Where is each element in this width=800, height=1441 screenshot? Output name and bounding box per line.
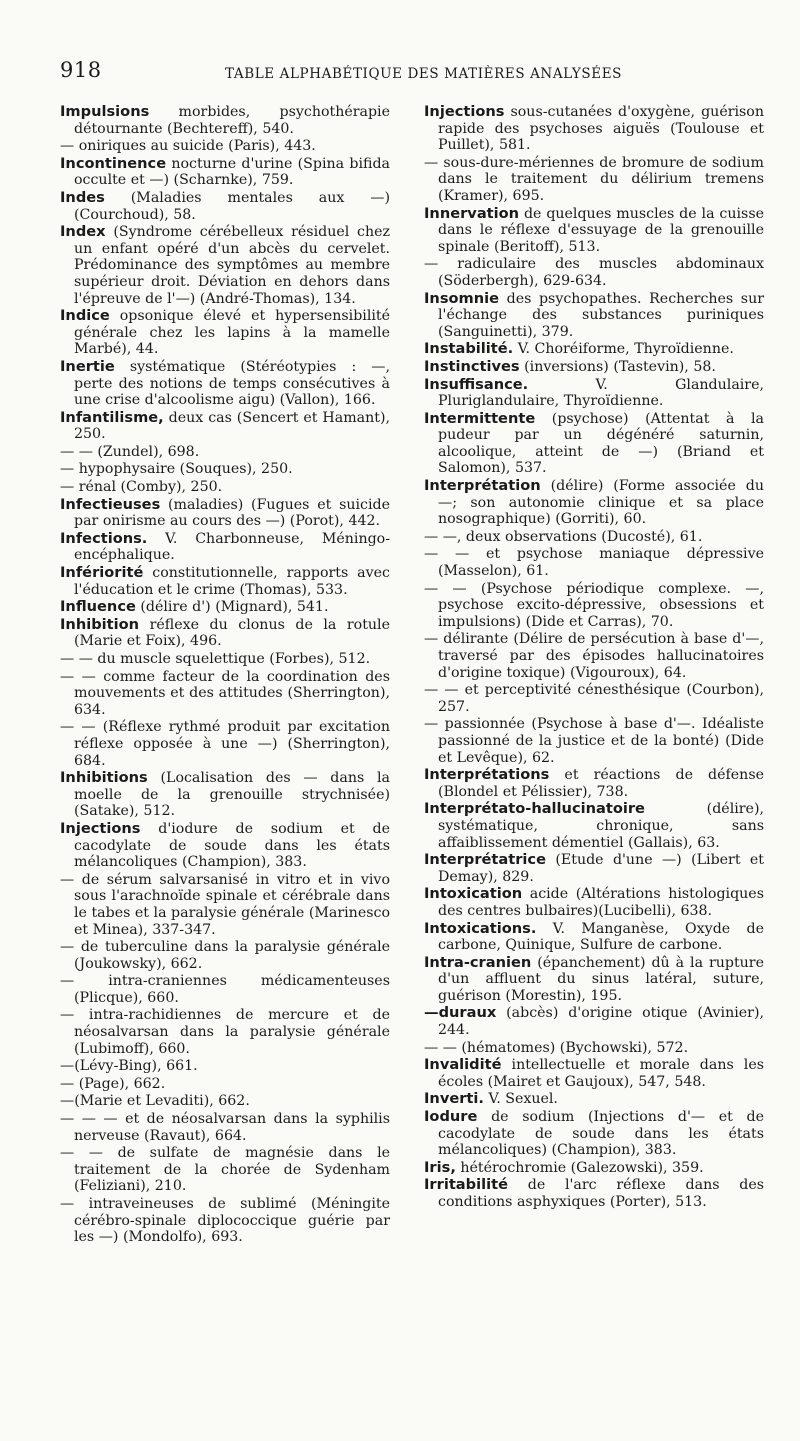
index-entry: [60, 1007, 390, 1057]
entry-text: — intra-rachidiennes de mercure et de néosalvarsan dans la paralysie générale (Lubimoff), 660.: [60, 1007, 390, 1057]
entry-headword: Index: [60, 223, 106, 241]
index-entry: [60, 104, 390, 137]
entry-headword: Interprétations: [424, 766, 550, 784]
index-entry: [60, 461, 390, 478]
index-entry: [424, 955, 764, 1005]
entry-text: — — (Réflexe rythmé produit par excitation réflexe opposée à une —) (Sherrington), 684.: [60, 719, 390, 769]
entry-text: (épanchement) dû à la rupture d'un affluent du sinus latéral, suture, guérison (Morestin), 195.: [438, 954, 764, 1004]
entry-text: de sodium (Injections d'— et de cacodylate de soude dans les états mélancoliques) (Champion), 383.: [438, 1109, 764, 1159]
index-entry: [424, 581, 764, 631]
entry-text: V. Glandulaire, Pluriglandulaire, Thyroïdienne.: [438, 376, 764, 410]
index-entry: [60, 719, 390, 769]
index-entry: [60, 821, 390, 871]
index-entry: [424, 631, 764, 681]
index-entry: [424, 767, 764, 800]
entry-headword: Impulsions: [60, 103, 150, 120]
entry-headword: Intermittente: [424, 409, 536, 427]
entry-headword: Instabilité.: [424, 340, 514, 358]
entry-text: (délire) (Forme associée du —; son autonomie clinique et sa place nosographique) (Gorriti), 60.: [438, 478, 764, 528]
entry-headword: Injections: [60, 819, 141, 837]
index-entry: [60, 410, 390, 443]
entry-headword: Interprétatrice: [424, 851, 546, 869]
index-entry: [60, 669, 390, 719]
index-entry: [60, 156, 390, 189]
entry-headword: Incontinence: [60, 154, 167, 172]
entry-text: — — (hématomes) (Bychowski), 572.: [424, 1039, 689, 1056]
index-entry: [424, 155, 764, 205]
entry-text: (Maladies mentales aux —) (Courchoud), 58.: [74, 189, 390, 223]
entry-headword: Inhibitions: [60, 769, 148, 787]
index-entry: [424, 1057, 764, 1090]
index-entry: [60, 138, 390, 155]
entry-text: —(Lévy-Bing), 661.: [60, 1058, 198, 1075]
index-entry: [60, 872, 390, 938]
entry-text: — de sérum salvarsanisé in vitro et in vivo sous l'arachnoïde spinale et cérébrale dans le tabes et la paralysie générale (Marinesco et Minea), 337-347.: [60, 871, 390, 938]
right-column: [424, 104, 764, 1212]
entry-headword: Insuffisance.: [424, 375, 529, 393]
left-column: [60, 104, 390, 1247]
index-entry: [424, 921, 764, 954]
entry-headword: Infectieuses: [60, 495, 161, 513]
index-entry: [424, 529, 764, 546]
entry-headword: Intoxications.: [424, 919, 537, 937]
entry-text: V. Choréiforme, Thyroïdienne.: [513, 341, 734, 358]
entry-text: (maladies) (Fugues et suicide par onirisme au cours des —) (Porot), 442.: [74, 496, 390, 530]
index-entry: [60, 565, 390, 598]
entry-text: V. Sexuel.: [483, 1091, 558, 1108]
index-entry: [424, 546, 764, 579]
page-number: 918: [60, 58, 102, 82]
index-entry: [424, 682, 764, 715]
entry-text: et réactions de défense (Blondel et Pélissier), 738.: [438, 767, 764, 800]
index-entry: [424, 1091, 764, 1108]
entry-headword: Intra-cranien: [424, 953, 532, 971]
entry-headword: —duraux: [424, 1004, 497, 1022]
entry-text: de l'arc réflexe dans des conditions asphyxiques (Porter), 513.: [438, 1177, 764, 1210]
index-entry: [60, 1058, 390, 1075]
index-entry: [424, 411, 764, 477]
entry-text: — intraveineuses de sublimé (Méningite cérébro-spinale diplococcique guérie par les —) (Mondolfo), 693.: [60, 1196, 390, 1246]
entry-text: systématique (Stéréotypies : —, perte des notions de temps consécutives à une crise d'alcoolisme aigu) (Vallon), 166.: [74, 358, 390, 409]
index-entry: [60, 479, 390, 496]
entry-headword: Indes: [60, 188, 105, 206]
index-entry: [424, 377, 764, 410]
index-entry: [60, 497, 390, 530]
entry-headword: Invalidité: [424, 1056, 502, 1074]
index-entry: [424, 291, 764, 341]
entry-headword: Innervation: [424, 204, 520, 222]
entry-headword: Influence: [60, 598, 136, 616]
entry-text: réflexe du clonus de la rotule (Marie et Foix), 496.: [74, 616, 390, 650]
index-entry: [60, 1093, 390, 1110]
entry-text: V. Charbonneuse, Méningo-encéphalique.: [74, 530, 390, 564]
index-entry: [424, 1005, 764, 1038]
entry-text: (inversions) (Tastevin), 58.: [519, 358, 716, 375]
index-entry: [424, 852, 764, 885]
entry-text: d'iodure de sodium et de cacodylate de soude dans les états mélancoliques (Champion), 383.: [74, 820, 390, 871]
entry-text: — sous-dure-mériennes de bromure de sodium dans le traitement du délirium tremens (Kramer), 695.: [424, 154, 764, 204]
entry-text: (psychose) (Attentat à la pudeur par un dégénéré saturnin, alcoolique, atteint de —) (Briand et Salomon), 537.: [438, 410, 764, 477]
index-entry: [424, 716, 764, 766]
index-entry: [60, 651, 390, 668]
index-entry: [60, 531, 390, 564]
entry-text: — — du muscle squelettique (Forbes), 512.: [60, 651, 371, 667]
entry-text: morbides, psychothérapie détournante (Bechtereff), 540.: [74, 104, 390, 137]
entry-text: — hypophysaire (Souques), 250.: [60, 461, 293, 478]
entry-text: de quelques muscles de la cuisse dans le réflexe d'essuyage de la grenouille spinale (Beritoff), 513.: [438, 205, 764, 255]
index-entry: [60, 973, 390, 1006]
entry-text: — —, deux observations (Ducosté), 61.: [424, 528, 703, 545]
index-entry: [60, 1196, 390, 1246]
entry-text: nocturne d'urine (Spina bifida occulte et —) (Scharnke), 759.: [74, 155, 390, 189]
index-entry: [424, 256, 764, 289]
index-entry: [60, 939, 390, 972]
entry-headword: Infantilisme,: [60, 408, 164, 426]
entry-text: — — (Psychose périodique complexe. —, psychose excito-dépressive, obsessions et impulsions) (Dide et Carras), 70.: [424, 580, 764, 630]
entry-headword: Irritabilité: [424, 1176, 508, 1194]
entry-headword: Indice: [60, 307, 110, 325]
running-title: TABLE ALPHABÉTIQUE DES MATIÈRES ANALYSÉES: [225, 66, 623, 82]
entry-headword: Inverti.: [424, 1090, 484, 1108]
entry-text: intellectuelle et morale dans les écoles (Mairet et Gaujoux), 547, 548.: [438, 1057, 764, 1090]
index-entry: [424, 1109, 764, 1159]
entry-text: — intra-craniennes médicamenteuses (Plicque), 660.: [60, 973, 390, 1006]
entry-headword: Inertie: [60, 357, 115, 375]
entry-headword: Interprétato-hallucinatoire: [424, 800, 645, 818]
entry-text: deux cas (Sencert et Hamant), 250.: [74, 409, 390, 443]
entry-text: — radiculaire des muscles abdominaux (Söderbergh), 629-634.: [424, 256, 764, 289]
entry-text: —(Marie et Levaditi), 662.: [60, 1093, 250, 1110]
entry-headword: Iodure: [424, 1108, 478, 1126]
entry-text: (Etude d'une —) (Libert et Demay), 829.: [438, 852, 764, 885]
entry-text: (délire), systématique, chronique, sans affaiblissement démentiel (Gallais), 63.: [438, 801, 764, 851]
entry-text: — passionnée (Psychose à base d'—. Idéaliste passionné de la justice et de la bonté) (Dide et Levêque), 62.: [424, 716, 764, 766]
entry-headword: Insomnie: [424, 289, 500, 307]
entry-text: — — comme facteur de la coordination des mouvements et des attitudes (Sherrington), 634.: [60, 668, 390, 718]
entry-headword: Inhibition: [60, 615, 140, 633]
entry-headword: Injections: [424, 103, 505, 120]
entry-text: — rénal (Comby), 250.: [60, 479, 223, 496]
entry-headword: Infections.: [60, 529, 148, 547]
entry-text: constitutionnelle, rapports avec l'éducation et le crime (Thomas), 533.: [74, 565, 390, 598]
index-entry: [60, 599, 390, 616]
index-entry: [60, 444, 390, 461]
index-entry: [60, 770, 390, 820]
index-entry: [424, 1177, 764, 1210]
entry-text: acide (Altérations histologiques des centres bulbaires)(Lucibelli), 638.: [438, 886, 764, 919]
index-entry: [424, 1040, 764, 1057]
index-entry: [60, 190, 390, 223]
entry-text: — oniriques au suicide (Paris), 443.: [60, 138, 316, 155]
entry-headword: Interprétation: [424, 477, 541, 495]
index-entry: [424, 359, 764, 376]
index-entry: [424, 801, 764, 851]
entry-text: — — de sulfate de magnésie dans le traitement de la chorée de Sydenham (Feliziani), 210.: [60, 1145, 390, 1195]
entry-text: — de tuberculine dans la paralysie générale (Joukowsky), 662.: [60, 939, 390, 972]
index-entry: [424, 886, 764, 919]
entry-text: (Localisation des — dans la moelle de la grenouille strychnisée) (Satake), 512.: [74, 770, 390, 820]
index-entry: [424, 478, 764, 528]
entry-text: — — et perceptivité cénesthésique (Courbon), 257.: [424, 682, 764, 715]
index-entry: [424, 1160, 764, 1177]
index-entry: [424, 104, 764, 154]
entry-text: sous-cutanées d'oxygène, guérison rapide des psychoses aiguës (Toulouse et Puillet), 581.: [438, 104, 764, 154]
entry-text: — — — et de néosalvarsan dans la syphilis nerveuse (Ravaut), 664.: [60, 1111, 390, 1144]
index-entry: [60, 1111, 390, 1144]
entry-headword: Infériorité: [60, 564, 144, 582]
entry-text: (délire d') (Mignard), 541.: [135, 599, 329, 616]
index-entry: [60, 1145, 390, 1195]
entry-text: — (Page), 662.: [60, 1075, 166, 1092]
entry-text: des psychopathes. Recherches sur l'échange des substances puriniques (Sanguinetti), 379.: [438, 290, 764, 340]
index-entry: [60, 224, 390, 307]
index-entry: [424, 341, 764, 358]
entry-headword: Iris,: [424, 1158, 456, 1176]
index-entry: [424, 206, 764, 256]
entry-headword: Instinctives: [424, 357, 520, 375]
index-entry: [60, 308, 390, 358]
entry-text: opsonique élevé et hypersensibilité générale chez les lapins à la mamelle Marbé), 44.: [74, 308, 390, 358]
entry-text: (Syndrome cérébelleux résiduel chez un enfant opéré d'un abcès du cervelet. Prédominance des symptômes au membre supérieur droit. Déviation en dehors dans l'épreuve de l'—) (André-Thomas), 134.: [74, 224, 390, 307]
entry-text: — délirante (Délire de persécution à base d'—, traversé par des épisodes hallucinatoires d'origine toxique) (Vigouroux), 64.: [424, 631, 764, 681]
index-entry: [60, 359, 390, 409]
index-entry: [60, 1076, 390, 1093]
page-header: [60, 58, 760, 88]
entry-text: (abcès) d'origine otique (Avinier), 244.: [438, 1005, 764, 1039]
entry-headword: Intoxication: [424, 885, 523, 903]
entry-text: hétérochromie (Galezowski), 359.: [455, 1159, 704, 1176]
entry-text: — — et psychose maniaque dépressive (Masselon), 61.: [424, 546, 764, 580]
index-entry: [60, 617, 390, 650]
entry-text: V. Manganèse, Oxyde de carbone, Quinique, Sulfure de carbone.: [438, 920, 764, 954]
entry-text: — — (Zundel), 698.: [60, 443, 200, 460]
